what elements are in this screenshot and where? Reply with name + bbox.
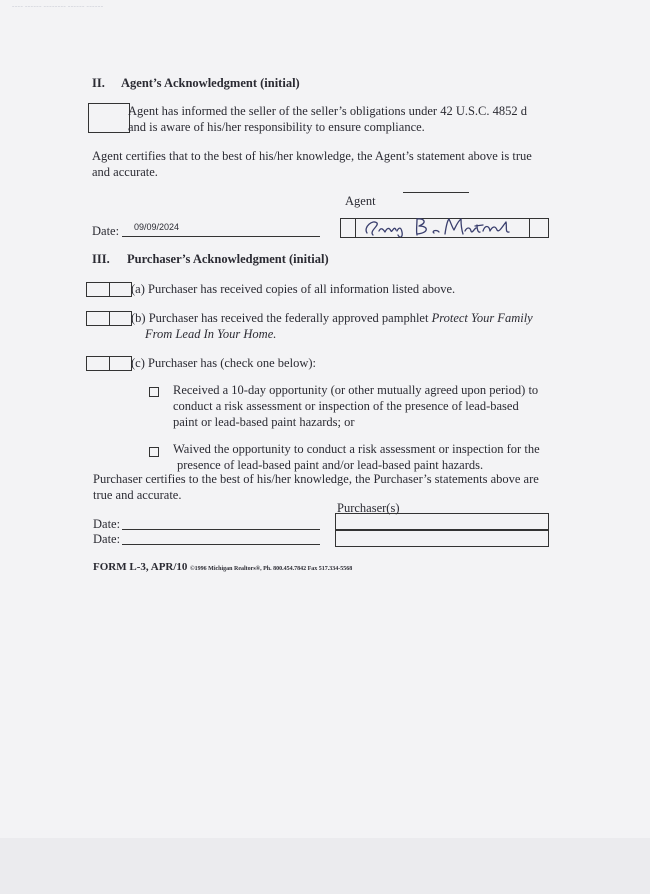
agent-date-line	[122, 236, 320, 237]
option-waived-checkbox[interactable]	[149, 447, 159, 457]
agent-signature	[359, 213, 529, 237]
option-received-line-2: conduct a risk assessment or inspection of the presence of lead-based	[173, 399, 519, 413]
agent-certify-line-2: and accurate.	[92, 165, 158, 179]
header-scribble: ~~~~ ~~~~~~ ~~~~~~~~ ~~~~~~ ~~~~~~	[12, 4, 104, 9]
agent-label: Agent	[345, 194, 376, 208]
purchaser-certify-line-2: true and accurate.	[93, 488, 182, 502]
item-c-text: (c) Purchaser has (check one below):	[131, 356, 316, 370]
agent-date-value[interactable]: 09/09/2024	[134, 222, 180, 232]
section-2-title: Agent’s Acknowledgment (initial)	[121, 76, 300, 90]
agent-short-rule	[403, 192, 469, 193]
form-id: FORM L-3, APR/10	[93, 561, 188, 573]
section-3-number: III.	[92, 252, 110, 266]
item-b-line-1	[131, 310, 533, 326]
option-waived-line-1: Waived the opportunity to conduct a risk assessment or inspection for the	[173, 442, 540, 456]
form-copyright: ©1996 Michigan Realtors®, Ph. 800.454.7842 Fax 517.334-5568	[190, 566, 353, 572]
agent-obligation-line-2: and is aware of his/her responsibility to ensure compliance.	[128, 120, 425, 134]
purchaser-initial-c[interactable]	[86, 356, 132, 371]
purchaser-date-label-1: Date:	[93, 517, 121, 531]
item-a-text: (a) Purchaser has received copies of all information listed above.	[131, 282, 456, 296]
purchaser-initial-b[interactable]	[86, 311, 132, 326]
option-received-line-3: paint or lead-based paint hazards; or	[173, 415, 355, 429]
option-waived-line-2: presence of lead-based paint and/or lead-based paint hazards.	[177, 458, 484, 472]
agent-date-label: Date:	[92, 224, 120, 238]
item-b-pamphlet-title-2: From Lead In Your Home.	[145, 327, 277, 341]
purchaser-initial-a[interactable]	[86, 282, 132, 297]
scan-bottom-shade	[0, 838, 650, 894]
purchaser-signature-box-1[interactable]	[335, 513, 549, 530]
section-3-title: Purchaser’s Acknowledgment (initial)	[127, 252, 329, 266]
item-b-pamphlet-title-1: Protect Your Family	[431, 311, 533, 325]
option-received-checkbox[interactable]	[149, 387, 159, 397]
purchaser-date-line-1[interactable]	[122, 529, 320, 530]
agent-signature-box[interactable]	[340, 218, 549, 238]
agent-initial-box[interactable]	[88, 103, 130, 133]
item-b-prefix: (b) Purchaser has received the federally approved pamphlet	[131, 311, 432, 325]
form-footer	[93, 561, 352, 573]
option-received-line-1: Received a 10-day opportunity (or other mutually agreed upon period) to	[173, 383, 539, 397]
agent-certify-line-1: Agent certifies that to the best of his/her knowledge, the Agent’s statement above is true	[92, 149, 532, 163]
purchaser-signature-box-2[interactable]	[335, 530, 549, 547]
agent-obligation-line-1: Agent has informed the seller of the seller’s obligations under 42 U.S.C. 4852 d	[128, 104, 528, 118]
purchaser-date-label-2: Date:	[93, 532, 121, 546]
section-2-number: II.	[92, 76, 105, 90]
purchaser-label: Purchaser(s)	[337, 501, 400, 515]
purchaser-certify-line-1: Purchaser certifies to the best of his/her knowledge, the Purchaser’s statements above are	[93, 472, 539, 486]
purchaser-date-line-2[interactable]	[122, 544, 320, 545]
